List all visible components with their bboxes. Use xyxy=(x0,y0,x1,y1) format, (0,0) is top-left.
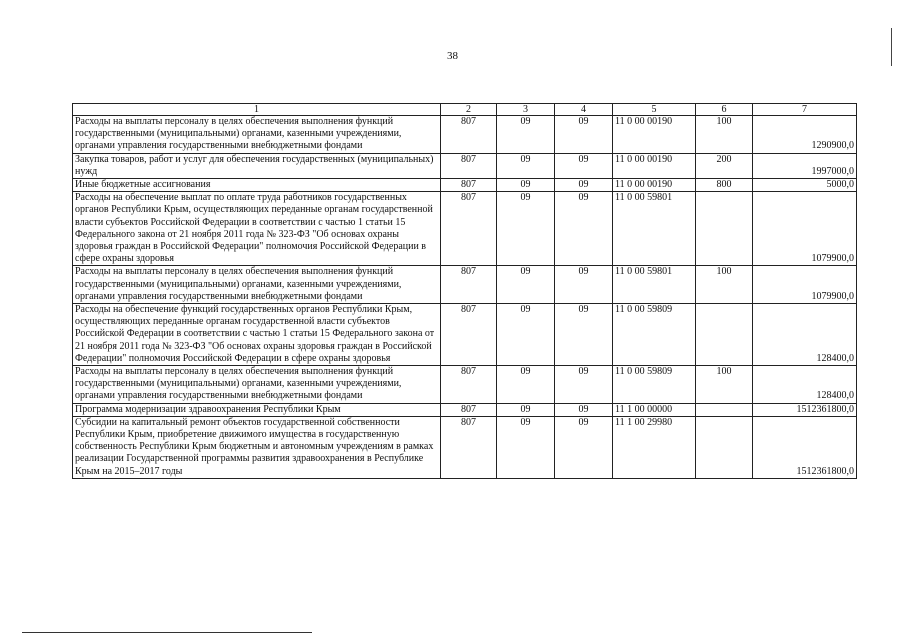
amount-cell: 1290900,0 xyxy=(753,116,857,154)
target-article-cell: 11 0 00 59809 xyxy=(613,304,696,366)
table-row xyxy=(73,116,857,154)
ministry-code-cell: 807 xyxy=(441,153,497,178)
scan-bottom-line xyxy=(22,632,312,633)
section-code-cell: 09 xyxy=(497,304,555,366)
expense-type-cell: 100 xyxy=(696,116,753,154)
column-header: 2 xyxy=(441,104,497,116)
amount-cell: 1512361800,0 xyxy=(753,416,857,478)
expense-type-cell xyxy=(696,403,753,416)
subsection-code-cell: 09 xyxy=(555,266,613,304)
expense-name-cell: Иные бюджетные ассигнования xyxy=(73,179,441,192)
amount-cell: 128400,0 xyxy=(753,304,857,366)
section-code-cell: 09 xyxy=(497,192,555,266)
table-row xyxy=(73,416,857,478)
subsection-code-cell: 09 xyxy=(555,403,613,416)
subsection-code-cell: 09 xyxy=(555,179,613,192)
section-code-cell: 09 xyxy=(497,416,555,478)
budget-table xyxy=(72,103,857,479)
expense-name-cell: Расходы на обеспечение выплат по оплате труда работников государственных органов Республики Крым, осуществляющих переданные органам государственной власти субъектов Российской Федерации в соответствии с частью 1 статьи 15 Федерального закона от 21 ноября 2011 года № 323-ФЗ "Об основах охраны здоровья граждан в Российской Федерации" полномочия Российской Федерации в сфере охраны здоровья xyxy=(73,192,441,266)
column-header: 4 xyxy=(555,104,613,116)
scan-edge-mark xyxy=(891,28,892,66)
target-article-cell: 11 0 00 59801 xyxy=(613,192,696,266)
section-code-cell: 09 xyxy=(497,403,555,416)
amount-cell: 1079900,0 xyxy=(753,192,857,266)
section-code-cell: 09 xyxy=(497,266,555,304)
section-code-cell: 09 xyxy=(497,366,555,404)
column-header: 6 xyxy=(696,104,753,116)
table-row xyxy=(73,304,857,366)
table-row xyxy=(73,266,857,304)
column-header: 5 xyxy=(613,104,696,116)
target-article-cell: 11 0 00 00190 xyxy=(613,179,696,192)
subsection-code-cell: 09 xyxy=(555,192,613,266)
section-code-cell: 09 xyxy=(497,153,555,178)
expense-type-cell: 100 xyxy=(696,366,753,404)
column-header: 1 xyxy=(73,104,441,116)
expense-name-cell: Субсидии на капитальный ремонт объектов государственной собственности Республики Крым, приобретение движимого имущества в государственную собственность Республики Крым бюджетным и автономным учреждениям в рамках реализации Государственной программы развития здравоохранения в Республике Крым на 2015–2017 годы xyxy=(73,416,441,478)
table-header-row xyxy=(73,104,857,116)
subsection-code-cell: 09 xyxy=(555,304,613,366)
expense-name-cell: Расходы на выплаты персоналу в целях обеспечения выполнения функций государственными (муниципальными) органами, казенными учреждениями, органами управления государственными внебюджетными фондами xyxy=(73,266,441,304)
table-row xyxy=(73,192,857,266)
amount-cell: 1512361800,0 xyxy=(753,403,857,416)
section-code-cell: 09 xyxy=(497,179,555,192)
section-code-cell: 09 xyxy=(497,116,555,154)
ministry-code-cell: 807 xyxy=(441,416,497,478)
target-article-cell: 11 1 00 00000 xyxy=(613,403,696,416)
table-row xyxy=(73,403,857,416)
ministry-code-cell: 807 xyxy=(441,266,497,304)
ministry-code-cell: 807 xyxy=(441,179,497,192)
expense-type-cell: 800 xyxy=(696,179,753,192)
page-number: 38 xyxy=(447,50,458,62)
ministry-code-cell: 807 xyxy=(441,192,497,266)
expense-type-cell xyxy=(696,304,753,366)
expense-name-cell: Закупка товаров, работ и услуг для обеспечения государственных (муниципальных) нужд xyxy=(73,153,441,178)
subsection-code-cell: 09 xyxy=(555,366,613,404)
target-article-cell: 11 0 00 59809 xyxy=(613,366,696,404)
table-row xyxy=(73,179,857,192)
target-article-cell: 11 0 00 00190 xyxy=(613,116,696,154)
ministry-code-cell: 807 xyxy=(441,366,497,404)
expense-type-cell xyxy=(696,192,753,266)
expense-name-cell: Расходы на выплаты персоналу в целях обеспечения выполнения функций государственными (муниципальными) органами, казенными учреждениями, органами управления государственными внебюджетными фондами xyxy=(73,366,441,404)
target-article-cell: 11 0 00 59801 xyxy=(613,266,696,304)
amount-cell: 128400,0 xyxy=(753,366,857,404)
expense-name-cell: Расходы на выплаты персоналу в целях обеспечения выполнения функций государственными (муниципальными) органами, казенными учреждениями, органами управления государственными внебюджетными фондами xyxy=(73,116,441,154)
amount-cell: 1997000,0 xyxy=(753,153,857,178)
amount-cell: 1079900,0 xyxy=(753,266,857,304)
subsection-code-cell: 09 xyxy=(555,116,613,154)
column-header: 3 xyxy=(497,104,555,116)
target-article-cell: 11 0 00 00190 xyxy=(613,153,696,178)
target-article-cell: 11 1 00 29980 xyxy=(613,416,696,478)
expense-type-cell xyxy=(696,416,753,478)
expense-type-cell: 200 xyxy=(696,153,753,178)
table-row xyxy=(73,153,857,178)
subsection-code-cell: 09 xyxy=(555,153,613,178)
expense-name-cell: Программа модернизации здравоохранения Республики Крым xyxy=(73,403,441,416)
ministry-code-cell: 807 xyxy=(441,116,497,154)
table-row xyxy=(73,366,857,404)
column-header: 7 xyxy=(753,104,857,116)
amount-cell: 5000,0 xyxy=(753,179,857,192)
expense-name-cell: Расходы на обеспечение функций государственных органов Республики Крым, осуществляющих переданные органам государственной власти субъектов Российской Федерации в соответствии с частью 1 статьи 15 Федерального закона от 21 ноября 2011 года № 323-ФЗ "Об основах охраны здоровья граждан в Российской Федерации" полномочия Российской Федерации в сфере охраны здоровья xyxy=(73,304,441,366)
ministry-code-cell: 807 xyxy=(441,304,497,366)
expense-type-cell: 100 xyxy=(696,266,753,304)
ministry-code-cell: 807 xyxy=(441,403,497,416)
subsection-code-cell: 09 xyxy=(555,416,613,478)
